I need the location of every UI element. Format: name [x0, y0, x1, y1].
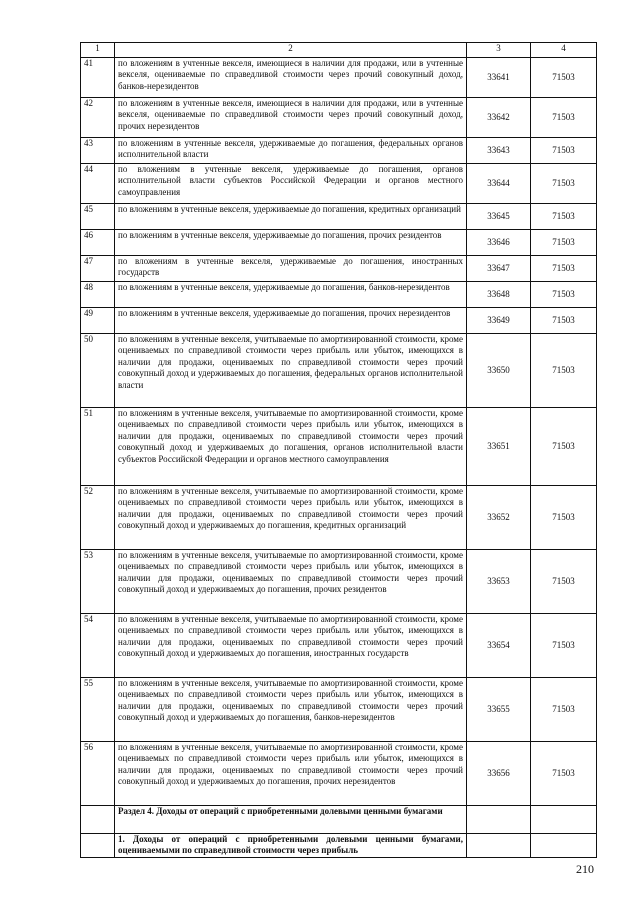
table-row	[81, 486, 597, 550]
row-number: 50	[81, 334, 115, 408]
row-account-code: 33652	[467, 486, 531, 550]
row-account-code: 33646	[467, 230, 531, 256]
table-row	[81, 256, 597, 282]
row-description: по вложениям в учтенные векселя, учитываемые по амортизированной стоимости, кроме оцениваемых по справедливой стоимости через прибыль или убыток, имеющихся в наличии для продажи, оцениваемых по справедливой стоимости через прочий совокупный доход и удерживаемых до погашения, кредитных организаций	[115, 486, 467, 550]
row-symbol-code: 71503	[531, 550, 597, 614]
section-title: Раздел 4. Доходы от операций с приобретенными долевыми ценными бумагами	[115, 806, 467, 834]
row-symbol-code: 71503	[531, 58, 597, 98]
row-description: по вложениям в учтенные векселя, учитываемые по амортизированной стоимости, кроме оцениваемых по справедливой стоимости через прибыль или убыток, имеющихся в наличии для продажи, оцениваемых по справедливой стоимости через прочий совокупный доход и удерживаемых до погашения, федеральных органов исполнительной власти	[115, 334, 467, 408]
header-col-3: 3	[467, 43, 531, 58]
row-description: по вложениям в учтенные векселя, удерживаемые до погашения, прочих нерезидентов	[115, 308, 467, 334]
row-number: 47	[81, 256, 115, 282]
empty-cell	[467, 806, 531, 834]
accounts-table	[80, 42, 597, 858]
table-row	[81, 230, 597, 256]
row-symbol-code: 71503	[531, 230, 597, 256]
table-row	[81, 614, 597, 678]
row-account-code: 33651	[467, 408, 531, 486]
row-number: 52	[81, 486, 115, 550]
table-row	[81, 282, 597, 308]
subsection-title: 1. Доходы от операций с приобретенными долевыми ценными бумагами, оцениваемыми по справедливой стоимости через прибыль	[115, 834, 467, 858]
page-number: 210	[576, 862, 594, 876]
row-symbol-code: 71503	[531, 614, 597, 678]
row-symbol-code: 71503	[531, 678, 597, 742]
row-description: по вложениям в учтенные векселя, удерживаемые до погашения, кредитных организаций	[115, 204, 467, 230]
empty-cell	[81, 806, 115, 834]
row-number: 51	[81, 408, 115, 486]
table-row	[81, 138, 597, 164]
row-symbol-code: 71503	[531, 164, 597, 204]
table-row	[81, 550, 597, 614]
table-row	[81, 678, 597, 742]
header-col-4: 4	[531, 43, 597, 58]
row-account-code: 33656	[467, 742, 531, 806]
row-account-code: 33641	[467, 58, 531, 98]
row-account-code: 33642	[467, 98, 531, 138]
table-row	[81, 408, 597, 486]
row-account-code: 33649	[467, 308, 531, 334]
table-row	[81, 164, 597, 204]
row-symbol-code: 71503	[531, 138, 597, 164]
row-description: по вложениям в учтенные векселя, удерживаемые до погашения, прочих резидентов	[115, 230, 467, 256]
table-row	[81, 308, 597, 334]
row-number: 54	[81, 614, 115, 678]
table-row	[81, 742, 597, 806]
row-account-code: 33653	[467, 550, 531, 614]
empty-cell	[531, 806, 597, 834]
empty-cell	[81, 834, 115, 858]
row-number: 53	[81, 550, 115, 614]
row-account-code: 33645	[467, 204, 531, 230]
row-description: по вложениям в учтенные векселя, имеющиеся в наличии для продажи, или в учтенные векселя, оцениваемые по справедливой стоимости через прочий совокупный доход, прочих нерезидентов	[115, 98, 467, 138]
row-account-code: 33644	[467, 164, 531, 204]
table-row	[81, 204, 597, 230]
row-description: по вложениям в учтенные векселя, удерживаемые до погашения, федеральных органов исполнительной власти	[115, 138, 467, 164]
row-account-code: 33654	[467, 614, 531, 678]
row-number: 43	[81, 138, 115, 164]
row-number: 45	[81, 204, 115, 230]
row-description: по вложениям в учтенные векселя, удерживаемые до погашения, иностранных государств	[115, 256, 467, 282]
header-col-1: 1	[81, 43, 115, 58]
row-symbol-code: 71503	[531, 308, 597, 334]
table-row	[81, 334, 597, 408]
row-symbol-code: 71503	[531, 486, 597, 550]
row-number: 44	[81, 164, 115, 204]
table-header-row	[81, 43, 597, 58]
row-description: по вложениям в учтенные векселя, имеющиеся в наличии для продажи, или в учтенные векселя, оцениваемые по справедливой стоимости через прочий совокупный доход, банков-нерезидентов	[115, 58, 467, 98]
empty-cell	[531, 834, 597, 858]
row-description: по вложениям в учтенные векселя, учитываемые по амортизированной стоимости, кроме оцениваемых по справедливой стоимости через прибыль или убыток, имеющихся в наличии для продажи, оцениваемых по справедливой стоимости через прочий совокупный доход и удерживаемых до погашения, банков-нерезидентов	[115, 678, 467, 742]
table-row	[81, 58, 597, 98]
row-description: по вложениям в учтенные векселя, удерживаемые до погашения, банков-нерезидентов	[115, 282, 467, 308]
table-row	[81, 98, 597, 138]
row-account-code: 33655	[467, 678, 531, 742]
row-symbol-code: 71503	[531, 98, 597, 138]
row-account-code: 33647	[467, 256, 531, 282]
row-number: 55	[81, 678, 115, 742]
row-description: по вложениям в учтенные векселя, учитываемые по амортизированной стоимости, кроме оцениваемых по справедливой стоимости через прибыль или убыток, имеющихся в наличии для продажи, оцениваемых по справедливой стоимости через прочий совокупный доход и удерживаемых до погашения, прочих нерезидентов	[115, 742, 467, 806]
row-account-code: 33650	[467, 334, 531, 408]
row-number: 49	[81, 308, 115, 334]
row-number: 41	[81, 58, 115, 98]
row-symbol-code: 71503	[531, 204, 597, 230]
row-number: 46	[81, 230, 115, 256]
header-col-2: 2	[115, 43, 467, 58]
row-symbol-code: 71503	[531, 742, 597, 806]
row-symbol-code: 71503	[531, 256, 597, 282]
row-account-code: 33648	[467, 282, 531, 308]
row-symbol-code: 71503	[531, 334, 597, 408]
row-account-code: 33643	[467, 138, 531, 164]
row-number: 48	[81, 282, 115, 308]
row-symbol-code: 71503	[531, 282, 597, 308]
row-number: 56	[81, 742, 115, 806]
section-title-row	[81, 806, 597, 834]
row-description: по вложениям в учтенные векселя, учитываемые по амортизированной стоимости, кроме оцениваемых по справедливой стоимости через прибыль или убыток, имеющихся в наличии для продажи, оцениваемых по справедливой стоимости через прочий совокупный доход и удерживаемых до погашения, прочих резидентов	[115, 550, 467, 614]
row-description: по вложениям в учтенные векселя, учитываемые по амортизированной стоимости, кроме оцениваемых по справедливой стоимости через прибыль или убыток, имеющихся в наличии для продажи, оцениваемых по справедливой стоимости через прочий совокупный доход и удерживаемых до погашения, органов исполнительной власти субъектов Российской Федерации и органов местного самоуправления	[115, 408, 467, 486]
row-description: по вложениям в учтенные векселя, удерживаемые до погашения, органов исполнительной власти субъектов Российской Федерации и органов местного самоуправления	[115, 164, 467, 204]
row-symbol-code: 71503	[531, 408, 597, 486]
row-description: по вложениям в учтенные векселя, учитываемые по амортизированной стоимости, кроме оцениваемых по справедливой стоимости через прибыль или убыток, имеющихся в наличии для продажи, оцениваемых по справедливой стоимости через прочий совокупный доход и удерживаемых до погашения, иностранных государств	[115, 614, 467, 678]
row-number: 42	[81, 98, 115, 138]
empty-cell	[467, 834, 531, 858]
subsection-title-row	[81, 834, 597, 858]
